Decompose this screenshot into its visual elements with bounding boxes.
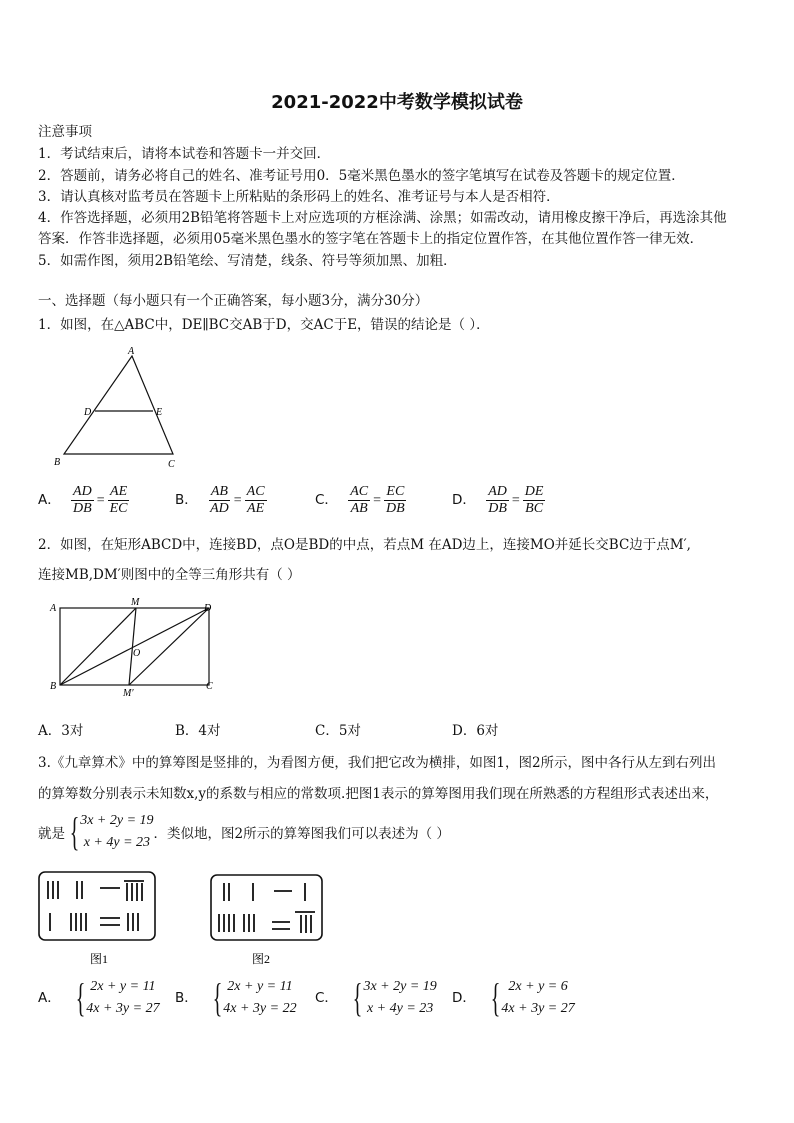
- point-m-prime-label: M′: [123, 688, 134, 699]
- triangle-figure: [48, 344, 188, 472]
- question-2-line1: 2．如图，在矩形ABCD中，连接BD，点O是BD的中点，若点M 在AD边上，连接MO并延长交BC边于点M′,: [38, 537, 691, 553]
- question-2-option-b[interactable]: B．4对: [175, 723, 221, 739]
- notice-item: 3．请认真核对监考员在答题卡上所粘贴的条形码上的姓名、准考证号与本人是否相符．: [38, 189, 560, 205]
- point-b-label: B: [50, 681, 57, 692]
- point-d-label: D: [84, 407, 92, 418]
- point-o-label: O: [133, 648, 141, 659]
- question-3-lead: 就是: [38, 826, 65, 842]
- option-b[interactable]: B． $\frac{AB}{AD}$ = $\frac{AC}{AE}$: [175, 484, 265, 516]
- notice-item: 4．作答选择题，必须用2B铅笔将答题卡上对应选项的方框涂满、涂黑；如需改动，请用橡皮擦干净后，再选涂其他: [38, 210, 727, 226]
- figure-1-rods: [48, 881, 144, 931]
- notice-item: 1．考试结束后，请将本试卷和答题卡一并交回．: [38, 146, 331, 162]
- question-3-line2: 的算筹数分别表示未知数x,y的系数与相应的常数项.把图1表示的算筹图用我们现在所熟悉的方程组形式表述出来，: [38, 786, 719, 802]
- figure-2-label: 图2: [252, 952, 271, 966]
- point-c-label: C: [168, 459, 175, 470]
- point-e-label: E: [156, 407, 163, 418]
- figure-2-rods: [219, 883, 315, 933]
- question-2-option-d[interactable]: D．6对: [452, 723, 499, 739]
- notice-heading: 注意事项: [38, 124, 92, 140]
- counting-rod-figure-1: [38, 871, 158, 969]
- option-a[interactable]: A． $\frac{AD}{DB}$ = $\frac{AE}{EC}$: [38, 484, 128, 516]
- question-3-option-d[interactable]: D． { 2x + y = 6 4x + 3y = 27: [452, 975, 575, 1020]
- question-2-line2: 连接MB,DM′则图中的全等三角形共有（ ）: [38, 567, 301, 583]
- option-c[interactable]: C． $\frac{AC}{AB}$ = $\frac{EC}{DB}$: [315, 484, 405, 516]
- question-3-option-a[interactable]: A． { 2x + y = 11 4x + 3y = 27: [38, 975, 160, 1020]
- page-title: 2021-2022中考数学模拟试卷: [271, 92, 523, 113]
- question-3-line1: 3.《九章算术》中的算筹图是竖排的，为看图方便，我们把它改为横排，如图1，图2所示，图中各行从左到右列出: [38, 755, 717, 771]
- segment-mb: [60, 608, 136, 685]
- equation-system: { 3x + 2y = 19 x + 4y = 23: [69, 809, 154, 854]
- option-d[interactable]: D． $\frac{AD}{DB}$ = $\frac{DE}{BC}$: [452, 484, 544, 516]
- question-3-line3: [38, 810, 450, 854]
- question-1-options: [38, 484, 758, 524]
- figure-1-label: 图1: [90, 952, 109, 966]
- question-3-tail: ．类似地，图2所示的算筹图我们可以表述为（ ）: [153, 826, 450, 842]
- point-d-label: D: [204, 603, 212, 614]
- segment-dm: [129, 608, 209, 685]
- point-b-label: B: [54, 457, 61, 468]
- notice-item: 5．如需作图，须用2B铅笔绘、写清楚，线条、符号等须加黑、加粗．: [38, 253, 457, 269]
- notice-item: 答案．作答非选择题，必须用05毫米黑色墨水的签字笔在答题卡上的指定位置作答，在其他位置作答一律无效．: [38, 231, 704, 247]
- question-3-option-c[interactable]: C． { 3x + 2y = 19 x + 4y = 23: [315, 975, 437, 1020]
- point-a-label: A: [50, 603, 57, 614]
- question-1-text: 1．如图，在△ABC中，DE∥BC交AB于D，交AC于E，错误的结论是（ ）．: [38, 317, 490, 333]
- question-2-option-c[interactable]: C．5对: [315, 723, 361, 739]
- question-2-option-a[interactable]: A．3对: [38, 723, 84, 739]
- triangle-abc: [64, 356, 173, 454]
- point-c-label: C: [206, 681, 213, 692]
- point-m-label: M: [131, 597, 140, 608]
- section-heading: 一、选择题（每小题只有一个正确答案，每小题3分，满分30分）: [38, 293, 429, 309]
- question-3-option-b[interactable]: B． { 2x + y = 11 4x + 3y = 22: [175, 975, 297, 1020]
- point-a-label: A: [128, 346, 135, 357]
- counting-rod-figure-2: [210, 874, 325, 969]
- notice-item: 2．答题前，请务必将自己的姓名、准考证号用0．5毫米黑色墨水的签字笔填写在试卷及答题卡的规定位置．: [38, 168, 685, 184]
- rectangle-figure: [44, 596, 224, 700]
